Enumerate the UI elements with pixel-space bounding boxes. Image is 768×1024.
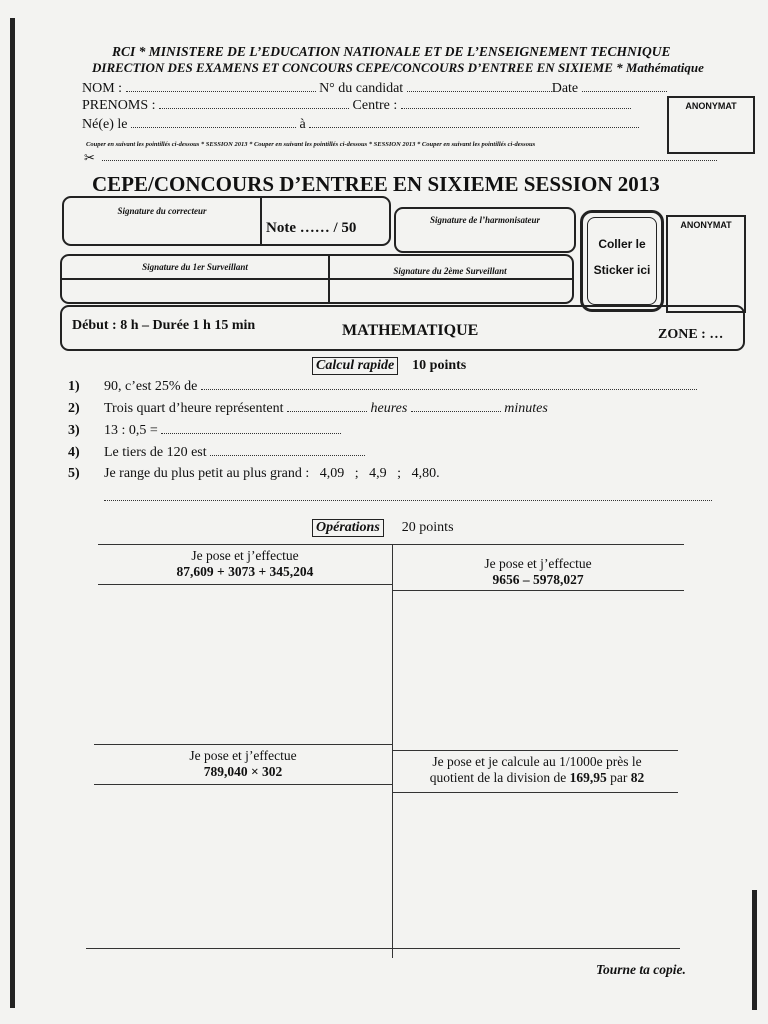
question-2: 2) Trois quart d’heure représentent heures minutes <box>68 401 548 416</box>
operation-4-workspace[interactable] <box>394 796 680 946</box>
turn-page-note: Tourne ta copie. <box>596 962 686 977</box>
nom-label: NOM : <box>82 81 123 96</box>
question-5: 5) Je range du plus petit au plus grand : 4,09 ; 4,9 ; 4,80. <box>68 466 440 481</box>
date-label: Date <box>551 81 579 96</box>
exam-subject: MATHEMATIQUE <box>342 322 479 339</box>
surveillant2-signature-label: Signature du 2ème Surveillant <box>393 266 507 276</box>
calcul-rapide-title: Calcul rapide <box>312 357 398 375</box>
operation-1-header: Je pose et j’effectue 87,609 + 3073 + 345,204 <box>100 548 390 580</box>
operation-3-workspace[interactable] <box>96 788 390 946</box>
question-1: 1) 90, c’est 25% de <box>68 378 697 395</box>
prenoms-field[interactable] <box>159 97 349 109</box>
answer-5-field[interactable] <box>104 500 712 501</box>
centre-field[interactable] <box>401 97 631 109</box>
date-field[interactable] <box>582 80 667 92</box>
birth-date-label: Né(e) le <box>82 117 128 132</box>
operations-heading <box>312 518 454 537</box>
birth-place-label: à <box>299 117 306 132</box>
sticker-box[interactable] <box>580 210 664 312</box>
answer-2b-field[interactable] <box>411 400 501 412</box>
note-field[interactable]: Note …… / 50 <box>266 220 357 236</box>
candidate-number-field[interactable] <box>407 80 552 92</box>
anonymat-box-top <box>667 96 755 154</box>
ops-top-line <box>98 544 684 545</box>
harmonisateur-signature-label: Signature de l’harmonisateur <box>429 215 541 225</box>
cut-line <box>102 160 717 161</box>
operation-2-header: Je pose et j’effectue 9656 – 5978,027 <box>394 556 682 588</box>
question-4: 4) Le tiers de 120 est <box>68 444 365 461</box>
ops-bottom-line <box>86 948 680 949</box>
operations-points: 20 points <box>401 520 454 535</box>
candidate-number-label: N° du candidat <box>319 81 404 96</box>
operation-2-workspace[interactable] <box>394 594 682 748</box>
operation-3-expression: 789,040 × 302 <box>203 764 283 779</box>
nom-row <box>82 80 667 97</box>
operation-2-expression: 9656 – 5978,027 <box>492 572 584 587</box>
anonymat-box <box>666 215 746 313</box>
cut-instruction: Couper en suivant les pointillés ci-dessous * SESSION 2013 * Couper en suivant les pointillés ci-dessous * SESSION 2013 * Couper en suivant les pointillés ci-dessous <box>86 141 536 148</box>
left-border-bar <box>10 18 15 1008</box>
operation-1-expression: 87,609 + 3073 + 345,204 <box>176 564 314 579</box>
anonymat-label-top: ANONYMAT <box>685 101 737 111</box>
question-3: 3) 13 : 0,5 = <box>68 422 341 439</box>
birth-row <box>82 116 639 133</box>
operations-title: Opérations <box>312 519 384 537</box>
exam-time: Début : 8 h – Durée 1 h 15 min <box>72 318 256 333</box>
exam-info-bar <box>60 305 745 351</box>
surveillants-box <box>60 254 574 304</box>
nom-field[interactable] <box>126 80 316 92</box>
centre-label: Centre : <box>352 98 398 113</box>
prenoms-label: PRENOMS : <box>82 98 156 113</box>
scissors-icon: ✂ <box>84 150 95 165</box>
answer-4-field[interactable] <box>210 444 365 456</box>
note-divider <box>260 196 262 246</box>
direction-header: DIRECTION DES EXAMENS ET CONCOURS CEPE/CONCOURS D’ENTREE EN SIXIEME * Mathématique <box>92 60 704 75</box>
anonymat-label: ANONYMAT <box>680 220 732 230</box>
ministry-header: RCI * MINISTERE DE L’EDUCATION NATIONALE ET DE L’ENSEIGNEMENT TECHNIQUE <box>112 44 671 59</box>
birth-date-field[interactable] <box>131 116 296 128</box>
answer-1-field[interactable] <box>201 378 697 390</box>
operation-1-workspace[interactable] <box>100 588 390 742</box>
surveillant1-signature-label: Signature du 1er Surveillant <box>142 262 248 272</box>
harmonisateur-box <box>394 207 576 253</box>
right-border-bar <box>752 890 757 1010</box>
operation-4-header: Je pose et je calcule au 1/1000e près le quotient de la division de 169,95 par 82 <box>429 754 645 785</box>
operation-3-header: Je pose et j’effectue 789,040 × 302 <box>96 748 390 780</box>
calcul-rapide-heading <box>312 356 466 375</box>
ops-center-divider <box>392 544 393 958</box>
correcteur-signature-label: Signature du correcteur <box>117 206 207 216</box>
calcul-rapide-points: 10 points <box>412 358 467 373</box>
zone-field[interactable]: ZONE : … <box>658 327 724 342</box>
sticker-label: Coller le Sticker ici <box>593 237 651 277</box>
birth-place-field[interactable] <box>309 116 639 128</box>
prenoms-row <box>82 97 631 114</box>
answer-3-field[interactable] <box>161 422 341 434</box>
answer-2a-field[interactable] <box>287 400 367 412</box>
main-title: CEPE/CONCOURS D’ENTREE EN SIXIEME SESSION 2013 <box>92 172 660 196</box>
correcteur-note-box <box>62 196 391 246</box>
